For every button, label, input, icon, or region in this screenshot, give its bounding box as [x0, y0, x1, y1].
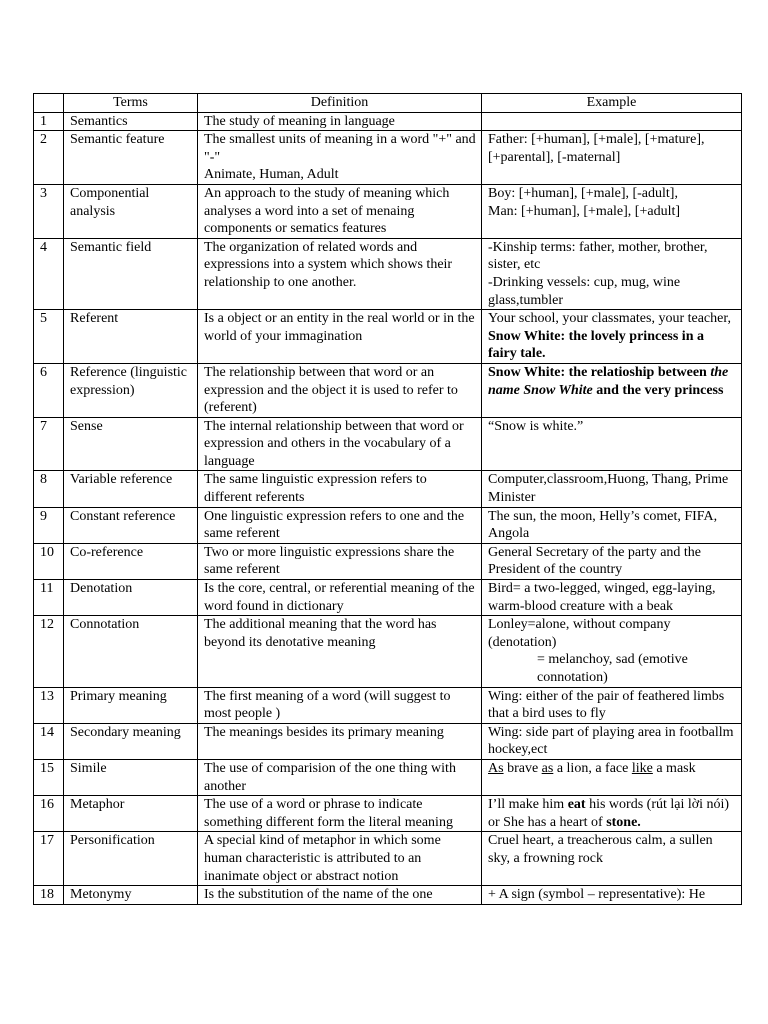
- table-row: [34, 543, 742, 579]
- term-cell: Denotation: [64, 580, 198, 616]
- definition-cell: [198, 723, 482, 759]
- example-text: Man: [+human], [+male], [+adult]: [488, 203, 681, 219]
- example-cell: [482, 363, 742, 417]
- example-cell: [482, 238, 742, 309]
- row-number: 9: [34, 507, 64, 543]
- definition-line: The organization of related words and expressions into a system which shows their relationship to one another.: [204, 239, 456, 290]
- definition-line: The internal relationship between that word or expression and others in the vocabulary of a language: [204, 418, 468, 469]
- definition-cell: [198, 796, 482, 832]
- example-text: Wing: side part of playing area in footballm hockey,ect: [488, 724, 738, 758]
- table-row: [34, 886, 742, 905]
- row-number: 6: [34, 363, 64, 417]
- example-line: [488, 724, 736, 759]
- example-line: [488, 203, 736, 221]
- example-text: As: [488, 760, 504, 776]
- table-row: [34, 832, 742, 886]
- example-cell: [482, 184, 742, 238]
- row-number: 13: [34, 687, 64, 723]
- definition-cell: [198, 310, 482, 364]
- example-cell: [482, 886, 742, 905]
- table-row: [34, 759, 742, 795]
- row-number: 15: [34, 759, 64, 795]
- row-number: 14: [34, 723, 64, 759]
- term-cell: Co-reference: [64, 543, 198, 579]
- header-terms: Terms: [64, 94, 198, 113]
- row-number: 5: [34, 310, 64, 364]
- example-text: Boy: [+human], [+male], [-adult],: [488, 185, 678, 201]
- table-row: [34, 723, 742, 759]
- glossary-table: [33, 93, 742, 905]
- example-line: [488, 418, 736, 436]
- definition-cell: [198, 363, 482, 417]
- table-row: [34, 796, 742, 832]
- example-text: the name Snow White: [488, 364, 732, 398]
- definition-line: The first meaning of a word (will suggest to most people ): [204, 688, 455, 722]
- example-text: -Drinking vessels: cup, mug, wine glass,tumbler: [488, 274, 684, 308]
- example-text: Lonley=alone, without company (denotation): [488, 617, 674, 650]
- example-cell: [482, 616, 742, 687]
- definition-cell: [198, 238, 482, 309]
- term-cell: Connotation: [64, 616, 198, 687]
- example-text: I’ll make him: [488, 797, 568, 813]
- example-line: [488, 544, 736, 579]
- table-row: [34, 507, 742, 543]
- definition-line: Animate, Human, Adult: [204, 167, 339, 183]
- header-row: [34, 94, 742, 113]
- definition-line: The same linguistic expression refers to different referents: [204, 472, 431, 506]
- definition-line: Is the core, central, or referential meaning of the word found in dictionary: [204, 581, 479, 614]
- definition-line: One linguistic expression refers to one and the same referent: [204, 508, 468, 542]
- example-cell: [482, 687, 742, 723]
- term-cell: Sense: [64, 417, 198, 471]
- definition-cell: [198, 886, 482, 905]
- term-cell: Secondary meaning: [64, 723, 198, 759]
- example-text: “Snow is white.”: [488, 418, 584, 434]
- example-cell: [482, 507, 742, 543]
- row-number: 17: [34, 832, 64, 886]
- example-text: his words (rút lại lời nói) or She has a heart of: [488, 797, 733, 830]
- example-text: like: [631, 760, 653, 776]
- example-text: Wing: either of the pair of feathered limbs that a bird uses to fly: [488, 688, 728, 722]
- row-number: 2: [34, 131, 64, 185]
- header-example: Example: [482, 94, 742, 113]
- example-text: Computer,classroom,Huong, Thang, Prime Minister: [488, 472, 732, 506]
- term-cell: Reference (linguistic expression): [64, 363, 198, 417]
- row-number: 18: [34, 886, 64, 905]
- example-text: stone.: [606, 814, 641, 830]
- definition-cell: [198, 832, 482, 886]
- row-number: 4: [34, 238, 64, 309]
- example-line: [488, 796, 736, 831]
- definition-cell: [198, 616, 482, 687]
- table-row: [34, 363, 742, 417]
- example-cell: [482, 131, 742, 185]
- example-line: [488, 508, 736, 543]
- example-line: [488, 310, 736, 328]
- example-text: General Secretary of the party and the President of the country: [488, 544, 705, 578]
- example-cell: [482, 112, 742, 131]
- definition-cell: [198, 543, 482, 579]
- example-line: [488, 688, 736, 723]
- definition-cell: [198, 580, 482, 616]
- table-row: [34, 471, 742, 507]
- example-text: = melanchoy, sad (emotive connotation): [537, 652, 692, 685]
- term-cell: Simile: [64, 759, 198, 795]
- example-text: eat: [567, 797, 586, 813]
- example-line: [488, 131, 736, 166]
- row-number: 16: [34, 796, 64, 832]
- example-cell: [482, 417, 742, 471]
- example-cell: [482, 759, 742, 795]
- term-cell: Metaphor: [64, 796, 198, 832]
- definition-line: The smallest units of meaning in a word "+" and "-": [204, 132, 480, 165]
- row-number: 3: [34, 184, 64, 238]
- definition-line: The use of a word or phrase to indicate something different form the literal meaning: [204, 797, 453, 830]
- definition-line: A special kind of metaphor in which some human characteristic is attributed to an inanimate object or abstract notion: [204, 833, 445, 884]
- table-row: [34, 131, 742, 185]
- example-line: [488, 651, 736, 686]
- definition-line: Two or more linguistic expressions share the same referent: [204, 544, 458, 578]
- term-cell: Semantics: [64, 112, 198, 131]
- example-text: Snow White: the lovely princess in a fairy tale.: [488, 328, 708, 362]
- example-line: [488, 364, 736, 399]
- example-text: and the very princess: [592, 382, 724, 398]
- example-text: Father: [+human], [+male], [+mature], [+parental], [-maternal]: [488, 132, 708, 165]
- example-text: as: [541, 760, 554, 776]
- header-number: [34, 94, 64, 113]
- term-cell: Componential analysis: [64, 184, 198, 238]
- example-text: Snow White: the relatioship between: [488, 364, 711, 380]
- term-cell: Primary meaning: [64, 687, 198, 723]
- row-number: 1: [34, 112, 64, 131]
- table-row: [34, 616, 742, 687]
- example-cell: [482, 310, 742, 364]
- definition-line: The relationship between that word or an expression and the object it is used to refer to (referent): [204, 364, 462, 416]
- definition-line: The study of meaning in language: [204, 113, 395, 129]
- row-number: 7: [34, 417, 64, 471]
- example-line: [488, 274, 736, 309]
- table-row: [34, 580, 742, 616]
- example-cell: [482, 580, 742, 616]
- definition-cell: [198, 131, 482, 185]
- example-cell: [482, 543, 742, 579]
- example-line: [488, 580, 736, 615]
- term-cell: Semantic feature: [64, 131, 198, 185]
- table-row: [34, 238, 742, 309]
- example-text: + A sign (symbol – representative): He: [488, 887, 706, 903]
- definition-cell: [198, 687, 482, 723]
- definition-cell: [198, 507, 482, 543]
- term-cell: Variable reference: [64, 471, 198, 507]
- row-number: 8: [34, 471, 64, 507]
- example-line: [488, 328, 736, 363]
- table-row: [34, 310, 742, 364]
- example-line: [488, 886, 736, 904]
- example-text: a mask: [652, 760, 696, 776]
- example-cell: [482, 796, 742, 832]
- term-cell: Constant reference: [64, 507, 198, 543]
- example-cell: [482, 471, 742, 507]
- term-cell: Personification: [64, 832, 198, 886]
- definition-cell: [198, 417, 482, 471]
- example-text: -Kinship terms: father, mother, brother, sister, etc: [488, 239, 712, 273]
- definition-line: Is the substitution of the name of the one: [204, 887, 433, 903]
- definition-line: An approach to the study of meaning which analyses a word into a set of menaing components or sematics features: [204, 185, 453, 237]
- example-text: brave: [503, 760, 542, 776]
- definition-line: The meanings besides its primary meaning: [204, 724, 444, 740]
- definition-cell: [198, 112, 482, 131]
- definition-line: The additional meaning that the word has beyond its denotative meaning: [204, 617, 440, 650]
- definition-line: Is a object or an entity in the real world or in the world of your immagination: [204, 311, 479, 344]
- term-cell: Metonymy: [64, 886, 198, 905]
- definition-cell: [198, 471, 482, 507]
- example-line: [488, 471, 736, 506]
- example-text: Cruel heart, a treacherous calm, a sullen sky, a frowning rock: [488, 833, 717, 866]
- term-cell: Semantic field: [64, 238, 198, 309]
- row-number: 12: [34, 616, 64, 687]
- example-cell: [482, 723, 742, 759]
- header-definition: Definition: [198, 94, 482, 113]
- example-line: [488, 185, 736, 203]
- definition-line: The use of comparision of the one thing with another: [204, 760, 460, 794]
- example-text: Your school, your classmates, your teacher,: [488, 311, 731, 327]
- example-text: The sun, the moon, Helly’s comet, FIFA, Angola: [488, 508, 720, 542]
- definition-cell: [198, 184, 482, 238]
- example-text: Bird= a two-legged, winged, egg-laying, warm-blood creature with a beak: [488, 581, 720, 614]
- row-number: 11: [34, 580, 64, 616]
- table-row: [34, 417, 742, 471]
- example-line: [488, 239, 736, 274]
- table-row: [34, 112, 742, 131]
- table-body: [34, 112, 742, 904]
- example-line: [488, 616, 736, 651]
- example-text: a lion, a face: [553, 760, 632, 776]
- table-row: [34, 184, 742, 238]
- definition-cell: [198, 759, 482, 795]
- term-cell: Referent: [64, 310, 198, 364]
- example-line: [488, 832, 736, 867]
- row-number: 10: [34, 543, 64, 579]
- table-row: [34, 687, 742, 723]
- example-cell: [482, 832, 742, 886]
- example-line: [488, 760, 736, 778]
